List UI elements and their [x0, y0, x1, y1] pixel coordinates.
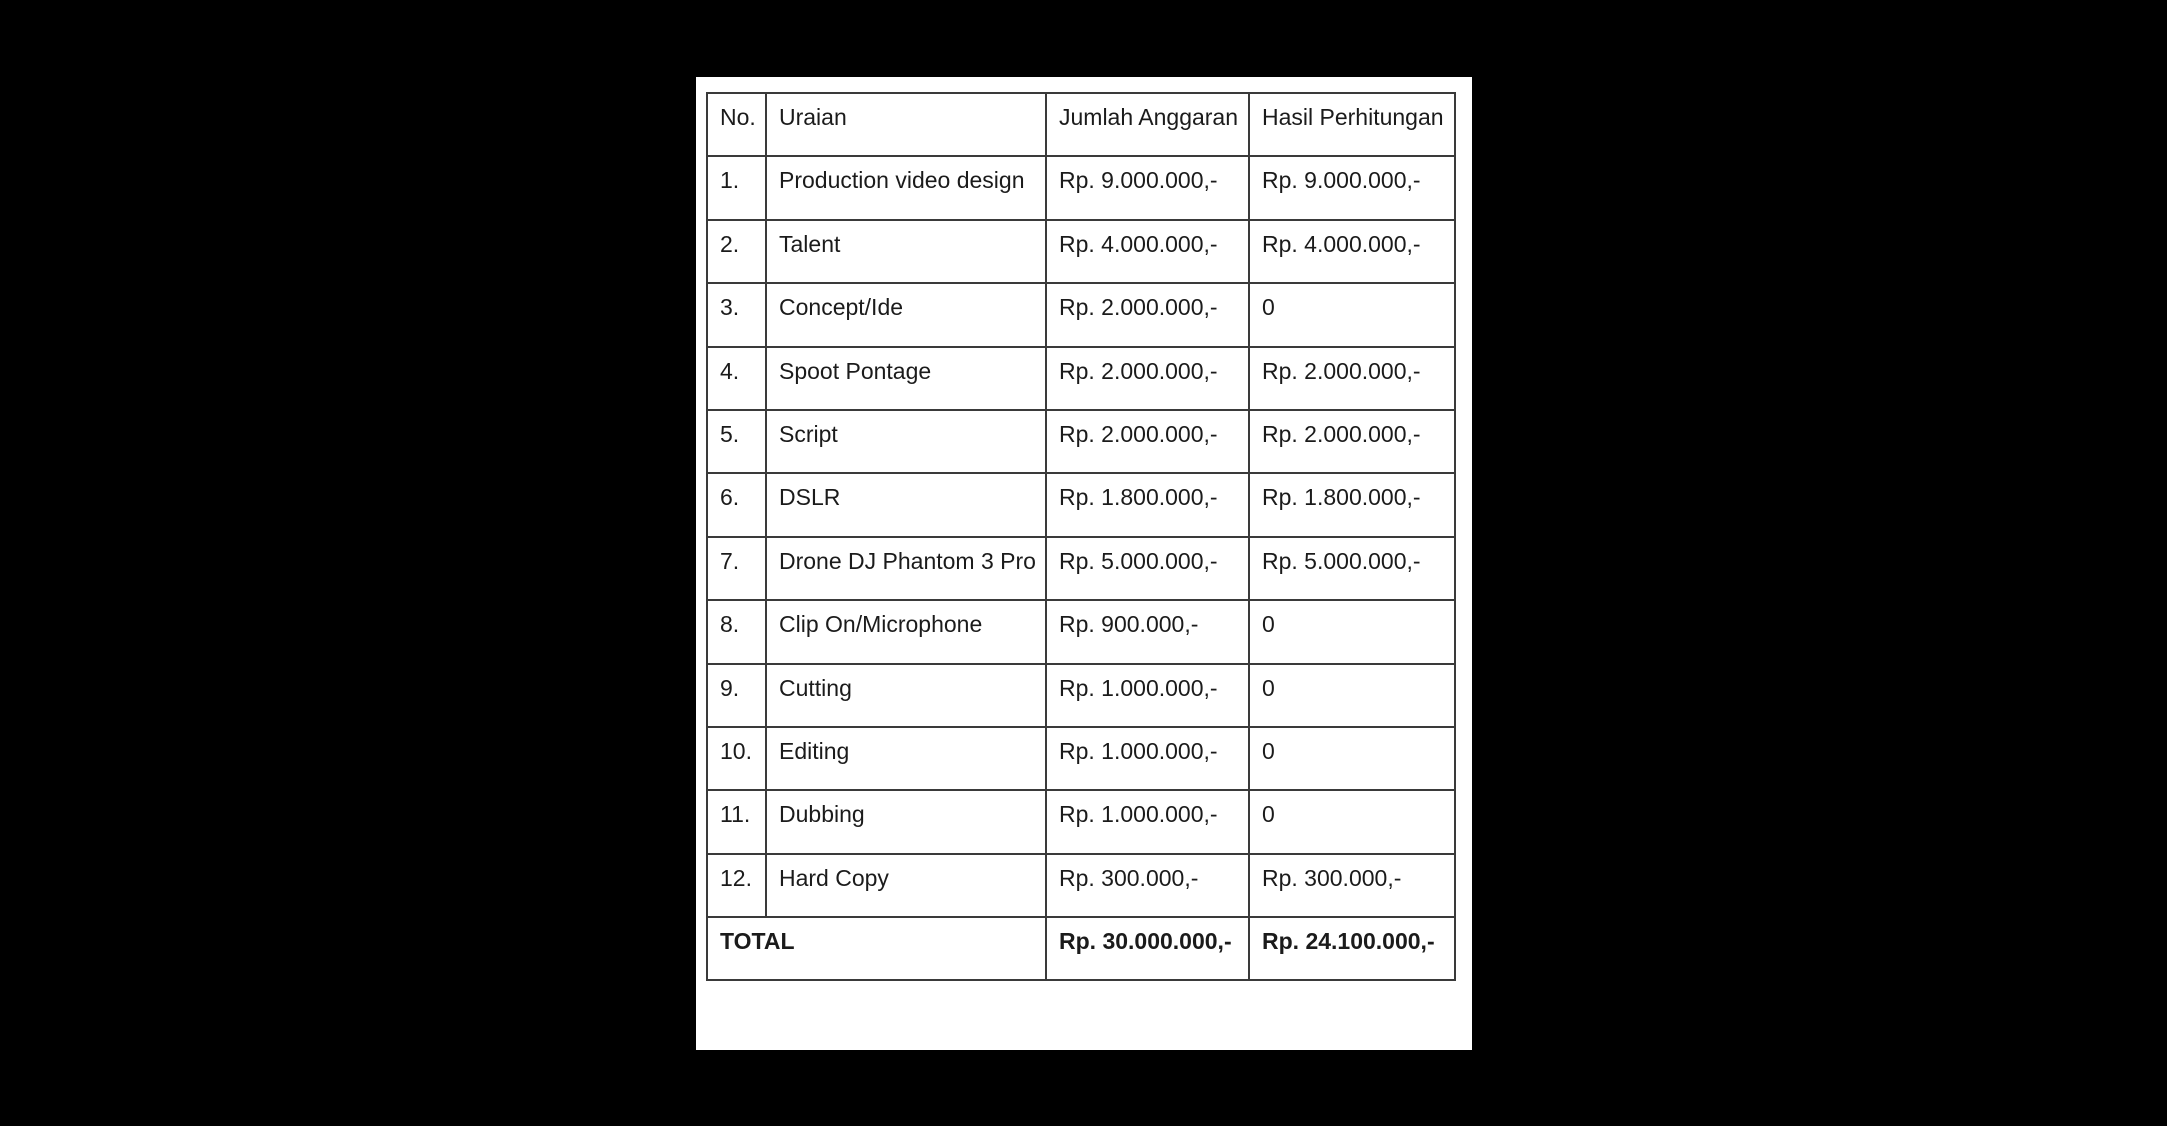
row-budget: Rp. 2.000.000,- — [1046, 410, 1249, 473]
row-description: Drone DJ Phantom 3 Pro — [766, 537, 1046, 600]
total-result: Rp. 24.100.000,- — [1249, 917, 1455, 980]
row-budget: Rp. 300.000,- — [1046, 854, 1249, 917]
table-row — [707, 600, 1455, 663]
header-result: Hasil Perhitungan — [1249, 93, 1455, 156]
row-number: 2. — [707, 220, 766, 283]
row-result: Rp. 1.800.000,- — [1249, 473, 1455, 536]
row-budget: Rp. 1.000.000,- — [1046, 727, 1249, 790]
budget-table — [706, 92, 1456, 981]
row-description: Dubbing — [766, 790, 1046, 853]
row-budget: Rp. 9.000.000,- — [1046, 156, 1249, 219]
row-budget: Rp. 1.000.000,- — [1046, 790, 1249, 853]
row-result: 0 — [1249, 790, 1455, 853]
row-result: Rp. 4.000.000,- — [1249, 220, 1455, 283]
row-result: Rp. 9.000.000,- — [1249, 156, 1455, 219]
row-result: Rp. 5.000.000,- — [1249, 537, 1455, 600]
row-budget: Rp. 1.800.000,- — [1046, 473, 1249, 536]
row-number: 1. — [707, 156, 766, 219]
row-description: Production video design — [766, 156, 1046, 219]
header-description: Uraian — [766, 93, 1046, 156]
header-no: No. — [707, 93, 766, 156]
row-number: 8. — [707, 600, 766, 663]
row-result: Rp. 300.000,- — [1249, 854, 1455, 917]
row-number: 4. — [707, 347, 766, 410]
row-number: 12. — [707, 854, 766, 917]
row-number: 9. — [707, 664, 766, 727]
table-row — [707, 537, 1455, 600]
row-budget: Rp. 5.000.000,- — [1046, 537, 1249, 600]
row-description: DSLR — [766, 473, 1046, 536]
row-description: Script — [766, 410, 1046, 473]
table-header-row — [707, 93, 1455, 156]
row-description: Talent — [766, 220, 1046, 283]
row-description: Cutting — [766, 664, 1046, 727]
row-result: 0 — [1249, 283, 1455, 346]
header-budget: Jumlah Anggaran — [1046, 93, 1249, 156]
row-number: 5. — [707, 410, 766, 473]
table-row — [707, 347, 1455, 410]
row-description: Hard Copy — [766, 854, 1046, 917]
row-budget: Rp. 2.000.000,- — [1046, 347, 1249, 410]
row-result: 0 — [1249, 600, 1455, 663]
table-row — [707, 664, 1455, 727]
row-result: Rp. 2.000.000,- — [1249, 410, 1455, 473]
table-row — [707, 410, 1455, 473]
table-row — [707, 283, 1455, 346]
document-page — [696, 77, 1472, 1050]
row-number: 3. — [707, 283, 766, 346]
row-budget: Rp. 1.000.000,- — [1046, 664, 1249, 727]
row-result: 0 — [1249, 727, 1455, 790]
row-budget: Rp. 2.000.000,- — [1046, 283, 1249, 346]
row-budget: Rp. 4.000.000,- — [1046, 220, 1249, 283]
total-row — [707, 917, 1455, 980]
row-number: 7. — [707, 537, 766, 600]
row-description: Concept/Ide — [766, 283, 1046, 346]
row-description: Spoot Pontage — [766, 347, 1046, 410]
row-description: Editing — [766, 727, 1046, 790]
table-row — [707, 790, 1455, 853]
row-budget: Rp. 900.000,- — [1046, 600, 1249, 663]
table-row — [707, 156, 1455, 219]
table-row — [707, 727, 1455, 790]
row-result: Rp. 2.000.000,- — [1249, 347, 1455, 410]
total-label: TOTAL — [707, 917, 1046, 980]
total-budget: Rp. 30.000.000,- — [1046, 917, 1249, 980]
row-number: 10. — [707, 727, 766, 790]
table-row — [707, 854, 1455, 917]
row-number: 6. — [707, 473, 766, 536]
table-row — [707, 220, 1455, 283]
row-description: Clip On/Microphone — [766, 600, 1046, 663]
row-number: 11. — [707, 790, 766, 853]
table-row — [707, 473, 1455, 536]
row-result: 0 — [1249, 664, 1455, 727]
